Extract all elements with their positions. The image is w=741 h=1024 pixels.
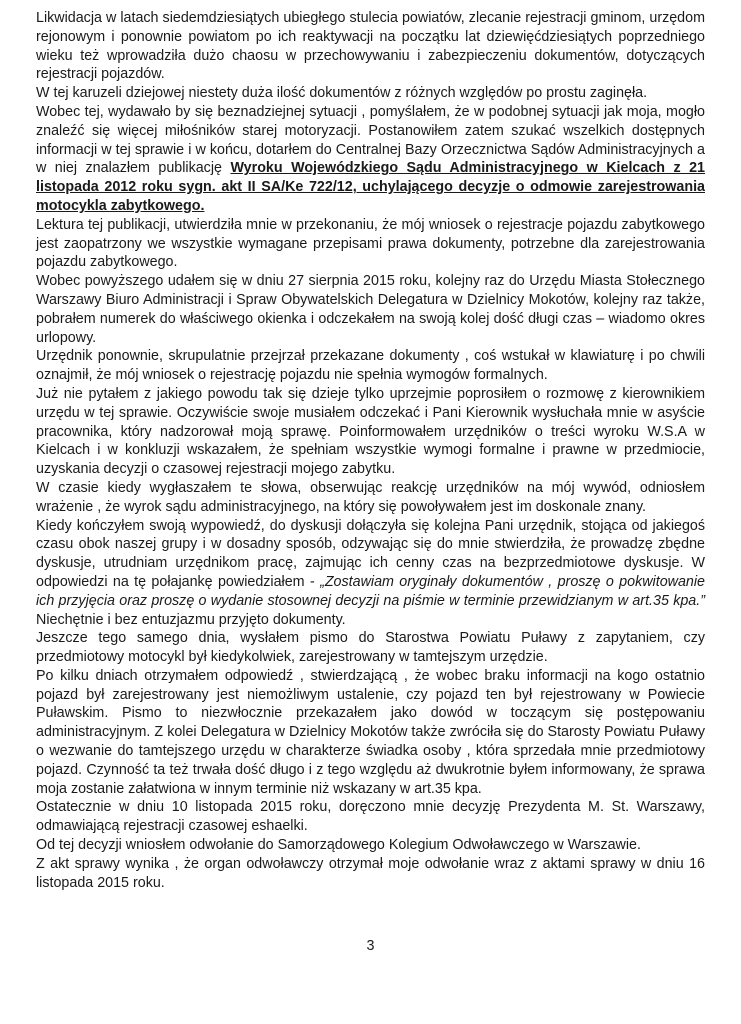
paragraph-appeal-received: Z akt sprawy wynika , że organ odwoławczy otrzymał moje odwołanie wraz z aktami sprawy w dniu 16 listopada 2015 roku. <box>36 855 705 891</box>
paragraph-office-visit: Wobec powyższego udałem się w dniu 27 sierpnia 2015 roku, kolejny raz do Urzędu Miasta Stołecznego Warszawy Biuro Administracji i Spraw Obywatelskich Delegatura w Dzielnicy Mokotów, kolejny raz także, pobrałem numerek do właściwego okienka i odczekałem na swoją kolej dość długi czas – wiadomo okres urlopowy. <box>36 273 705 346</box>
quoted-statement: „Zostawiam oryginały dokumentów , proszę o pokwitowanie ich przyjęcia oraz proszę o wydanie stosownej decyzji na piśmie w terminie przewidzianym w art.35 kpa.” <box>36 573 705 609</box>
paragraph-discussion-ending: Niechętnie i bez entuzjazmu przyjęto dokumenty. <box>36 611 346 628</box>
paragraph-appeal: Od tej decyzji wniosłem odwołanie do Samorządowego Kolegium Odwoławczego w Warszawie. <box>36 837 641 854</box>
paragraph-court-ruling-text: Wobec tej, wydawało by się beznadziejnej sytuacji , pomyślałem, że w podobnej sytuacji jak moja, mogło znaleźć się więcej miłośników starej motoryzacji. Postanowiłem zatem szukać wszelkich dostępnych informacji w tej sprawie i w końcu, dotarłem do Centralnej Bazy Orzecznictwa Sądów Administracyjnych a w niej znalazłem publikację <box>36 103 705 177</box>
paragraph-letter-to-starostwo: Jeszcze tego samego dnia, wysłałem pismo do Starostwa Powiatu Puławy z zapytaniem, czy przedmiotowy motocykl był kiedykolwiek, zarejestrowany w tamtejszym urzędzie. <box>36 630 705 666</box>
paragraph-manager-meeting: Już nie pytałem z jakiego powodu tak się dzieje tylko uprzejmie poprosiłem o rozmowę z kierownikiem urzędu w tej sprawie. Oczywiście swoje musiałem odczekać i Pani Kierownik wysłuchała mnie w asyście pracownika, który nadzorował moją sprawę. Poinformowałem urzędników o treści wyroku W.S.A w Kielcach i w konkluzji wskazałem, że spełniam wszystkie wymogi formalne i prawne w przedmiocie, uzyskania decyzji o czasowej rejestracji mojego zabytku. <box>36 385 705 478</box>
paragraph-clerk-review: Urzędnik ponownie, skrupulatnie przejrzał przekazane dokumenty , coś wstukał w klawiaturę i po chwili oznajmił, że mój wniosek o rejestrację pojazdu nie spełnia wymogów formalnych. <box>36 348 705 384</box>
court-ruling-reference: Wyroku Wojewódzkiego Sądu Administracyjnego w Kielcach z 21 listopada 2012 roku sygn. akt II SA/Ke 722/12, uchylającego decyzje o odmowie zarejestrowania motocykla zabytkowego. <box>36 160 706 214</box>
paragraph-conviction: Lektura tej publikacji, utwierdziła mnie w przekonaniu, że mój wniosek o rejestracje pojazdu zabytkowego jest zaopatrzony we wszystkie wymagane przepisami prawa dokumenty, potrzebne dla zarejestrowania pojazdu zabytkowego. <box>36 216 705 271</box>
paragraph-observation: W czasie kiedy wygłaszałem te słowa, obserwując reakcję urzędników na mój wywód, odniosłem wrażenie , że wyrok sądu administracyjnego, na który się powoływałem jest im doskonale znany. <box>36 479 705 515</box>
paragraph-court-ruling-search <box>36 103 705 216</box>
paragraph-response: Po kilku dniach otrzymałem odpowiedź , stwierdzającą , że wobec braku informacji na kogo ostatnio pojazd był zarejestrowany jest niemożliwym ustalenie, czy pojazd ten był rejestrowany w Powiecie Puławskim. Pismo to niezwłocznie przekazałem jako dowód w toczącym się postępowaniu administracyjnym. Z kolei Delegatura w Dzielnicy Mokotów także zwróciła się do Starosty Powiatu Puławy o wezwanie do tamtejszego urzędu w charakterze świadka osoby , która sprzedała mnie przedmiotowy pojazd. Czynność ta też trwała dość długo i z tego względu aż dwukrotnie byłem informowany, że sprawa moja zostanie załatwiona w innym terminie niż wskazany w art.35 kpa. <box>36 667 705 797</box>
paragraph-liquidation: Likwidacja w latach siedemdziesiątych ubiegłego stulecia powiatów, zlecanie rejestracji gminom, urzędom rejonowym i ponownie powiatom po ich reaktywacji na początku lat dziewięćdziesiątych poprzedniego wieku też wprowadziła dużo chaosu w przechowywaniu i zabezpieczeniu dokumentów, dotyczących rejestracji pojazdów. <box>36 10 705 83</box>
paragraph-decision: Ostatecznie w dniu 10 listopada 2015 roku, doręczono mnie decyzję Prezydenta M. St. Warszawy, odmawiającą rejestracji czasowej eshaelki. <box>36 799 705 835</box>
paragraph-discussion <box>36 517 705 630</box>
body-text <box>36 9 705 892</box>
paragraph-discussion-text: Kiedy kończyłem swoją wypowiedź, do dyskusji dołączyła się kolejna Pani urzędnik, stojąca od jakiegoś czasu obok naszej grupy i w dosadny sposób, odzywając się do mnie stwierdziła, że prowadzę zbędne dyskusje, utrudniam urzędnikom pracę, zajmując ich cenny czas na bezprzedmiotowe dyskusje. W odpowiedzi na tę połajankę powiedziałem - <box>36 517 705 590</box>
paragraph-lost-documents: W tej karuzeli dziejowej niestety duża ilość dokumentów z różnych względów po prostu zaginęła. <box>36 85 648 102</box>
page-number: 3 <box>366 938 375 954</box>
